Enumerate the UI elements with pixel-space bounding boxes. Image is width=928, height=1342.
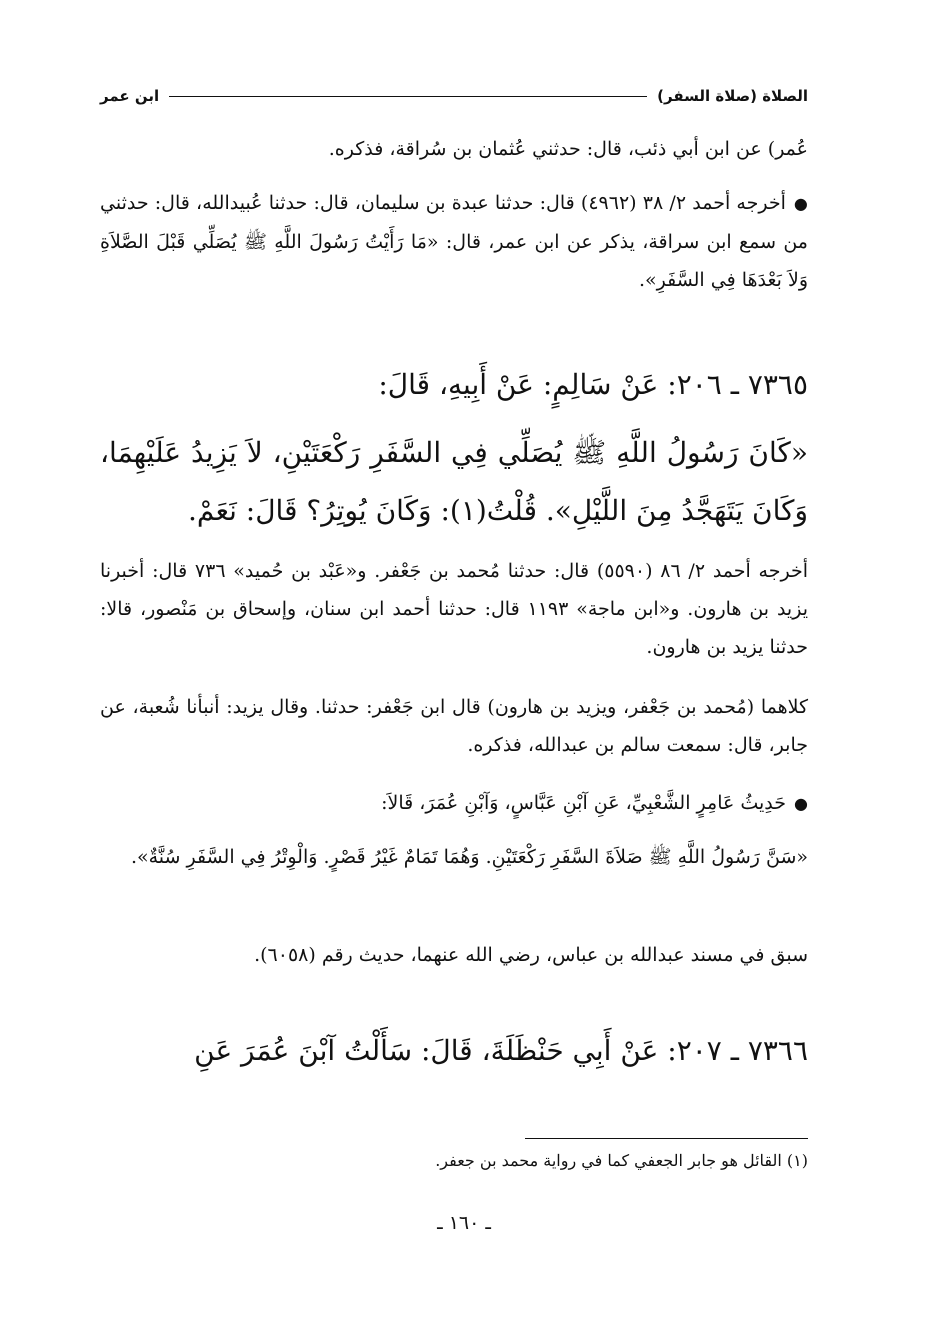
running-header	[100, 84, 808, 108]
takhrij-paragraph-2: أخرجه أحمد ٢/ ٨٦ (٥٥٩٠) قال: حدثنا مُحمد بن جَعْفر. و«عَبْد بن حُميد» ٧٣٦ قال: أخبرنا يزيد بن هارون. و«ابن ماجة» ١١٩٣ قال: حدثنا أحمد ابن سنان، وإسحاق بن مَنْصور، قالا: حدثنا يزيد بن هارون.	[100, 560, 808, 658]
takhrij-paragraph-3: كلاهما (مُحمد بن جَعْفر، ويزيد بن هارون) قال ابن جَعْفر: حدثنا. وقال يزيد: أنبأنا شُعبة، عن جابر، قال: سمعت سالم بن عبدالله، فذكره.	[100, 696, 808, 756]
takhrij-text-1: أخرجه أحمد ٢/ ٣٨ (٤٩٦٢) قال: حدثنا عبدة بن سليمان، قال: حدثنا عُبيدالله، قال: حدثني من سمع ابن سراقة، يذكر عن ابن عمر، قال: «مَا رَأَيْتُ رَسُولَ اللَّهِ ﷺ يُصَلِّي قَبْلَ الصَّلاَةِ وَلاَ بَعْدَهَا فِي السَّفَرِ».	[100, 192, 808, 291]
footnote: (١) القائل هو جابر الجعفي كما في رواية محمد بن جعفر.	[435, 1151, 808, 1170]
takhrij-paragraph-1	[100, 184, 808, 299]
related-hadith-heading-text: حَدِيثُ عَامِرٍ الشَّعْبِيِّ، عَنِ آبْنِ عَبَّاسٍ، وَآبْنِ عُمَرَ، قَالاَ:	[381, 792, 787, 814]
page-number: ـ ١٦٠ ـ	[437, 1212, 491, 1234]
related-hadith-text: «سَنَّ رَسُولُ اللَّهِ ﷺ صَلاَةَ السَّفَرِ رَكْعَتَيْنِ. وَهُمَا تَمَامٌ غَيْرُ قَصْرٍ. وَالْوِتْرُ فِي السَّفَرِ سُنَّةٌ».	[130, 846, 808, 868]
header-section-title: ابن عمر	[100, 87, 160, 105]
hadith-heading-7365: ٧٣٦٥ ـ ٢٠٦: عَنْ سَالِمٍ: عَنْ أَبِيهِ، قَالَ:	[378, 368, 808, 401]
header-rule	[169, 96, 647, 97]
hadith-heading-7366: ٧٣٦٦ ـ ٢٠٧: عَنْ أَبِي حَنْظَلَةَ، قَالَ: سَأَلْتُ آبْنَ عُمَرَ عَنِ	[194, 1034, 808, 1067]
footnote-rule	[525, 1138, 808, 1139]
header-chapter-title: الصلاة (صلاة السفر)	[657, 87, 808, 105]
related-hadith-heading	[100, 784, 808, 823]
cross-reference-note: سبق في مسند عبدالله بن عباس، رضي الله عنهما، حديث رقم (٦٠٥٨).	[254, 944, 808, 966]
continuation-paragraph: عُمر) عن ابن أبي ذئب، قال: حدثني عُثمان بن سُراقة، فذكره.	[328, 138, 808, 160]
hadith-text-7365: «كَانَ رَسُولُ اللَّهِ ﷺ يُصَلِّي فِي السَّفَرِ رَكْعَتَيْنِ، لاَ يَزِيدُ عَلَيْهِمَا، وَكَانَ يَتَهَجَّدُ مِنَ اللَّيْلِ». قُلْتُ(١): وَكَانَ يُوتِرُ؟ قَالَ: نَعَمْ.	[100, 436, 808, 527]
